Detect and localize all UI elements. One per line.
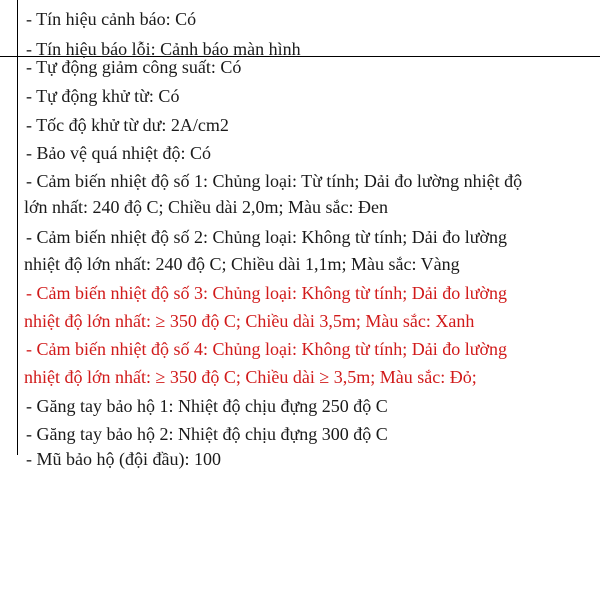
spec-line-auto-demagnetize: - Tự động khử từ: Có [26, 86, 180, 106]
spec-line-sensor-4: - Cảm biến nhiệt độ số 4: Chủng loại: Không từ tính; Dải đo lường [26, 339, 507, 359]
spec-line-sensor-2: - Cảm biến nhiệt độ số 2: Chủng loại: Không từ tính; Dải đo lường [26, 227, 507, 247]
spec-line-residual-demag-rate: - Tốc độ khử từ dư: 2A/cm2 [26, 115, 229, 135]
spec-line-sensor-1: - Cảm biến nhiệt độ số 1: Chủng loại: Từ tính; Dải đo lường nhiệt độ [26, 171, 523, 191]
spec-line-warning-signal: - Tín hiệu cảnh báo: Có [26, 9, 197, 29]
spec-line-sensor-4-cont: nhiệt độ lớn nhất: ≥ 350 độ C; Chiều dài ≥ 3,5m; Màu sắc: Đỏ; [24, 367, 477, 387]
spec-line-helmet-partial: - Mũ bảo hộ (đội đầu): 100 [26, 449, 221, 469]
spec-line-glove-2: - Găng tay bảo hộ 2: Nhiệt độ chịu đựng 300 độ C [26, 424, 388, 444]
table-border-vertical [17, 0, 18, 455]
spec-line-sensor-3: - Cảm biến nhiệt độ số 3: Chủng loại: Không từ tính; Dải đo lường [26, 283, 507, 303]
spec-line-sensor-1-cont: lớn nhất: 240 độ C; Chiều dài 2,0m; Màu sắc: Đen [24, 197, 388, 217]
spec-line-glove-1: - Găng tay bảo hộ 1: Nhiệt độ chịu đựng 250 độ C [26, 396, 388, 416]
spec-line-sensor-2-cont: nhiệt độ lớn nhất: 240 độ C; Chiều dài 1,1m; Màu sắc: Vàng [24, 254, 460, 274]
spec-line-error-signal: - Tín hiệu báo lỗi: Cảnh báo màn hình [26, 39, 301, 59]
spec-line-overheat-protection: - Bảo vệ quá nhiệt độ: Có [26, 143, 211, 163]
spec-line-auto-power-reduction: - Tự động giảm công suất: Có [26, 57, 242, 77]
spec-line-sensor-3-cont: nhiệt độ lớn nhất: ≥ 350 độ C; Chiều dài 3,5m; Màu sắc: Xanh [24, 311, 475, 331]
